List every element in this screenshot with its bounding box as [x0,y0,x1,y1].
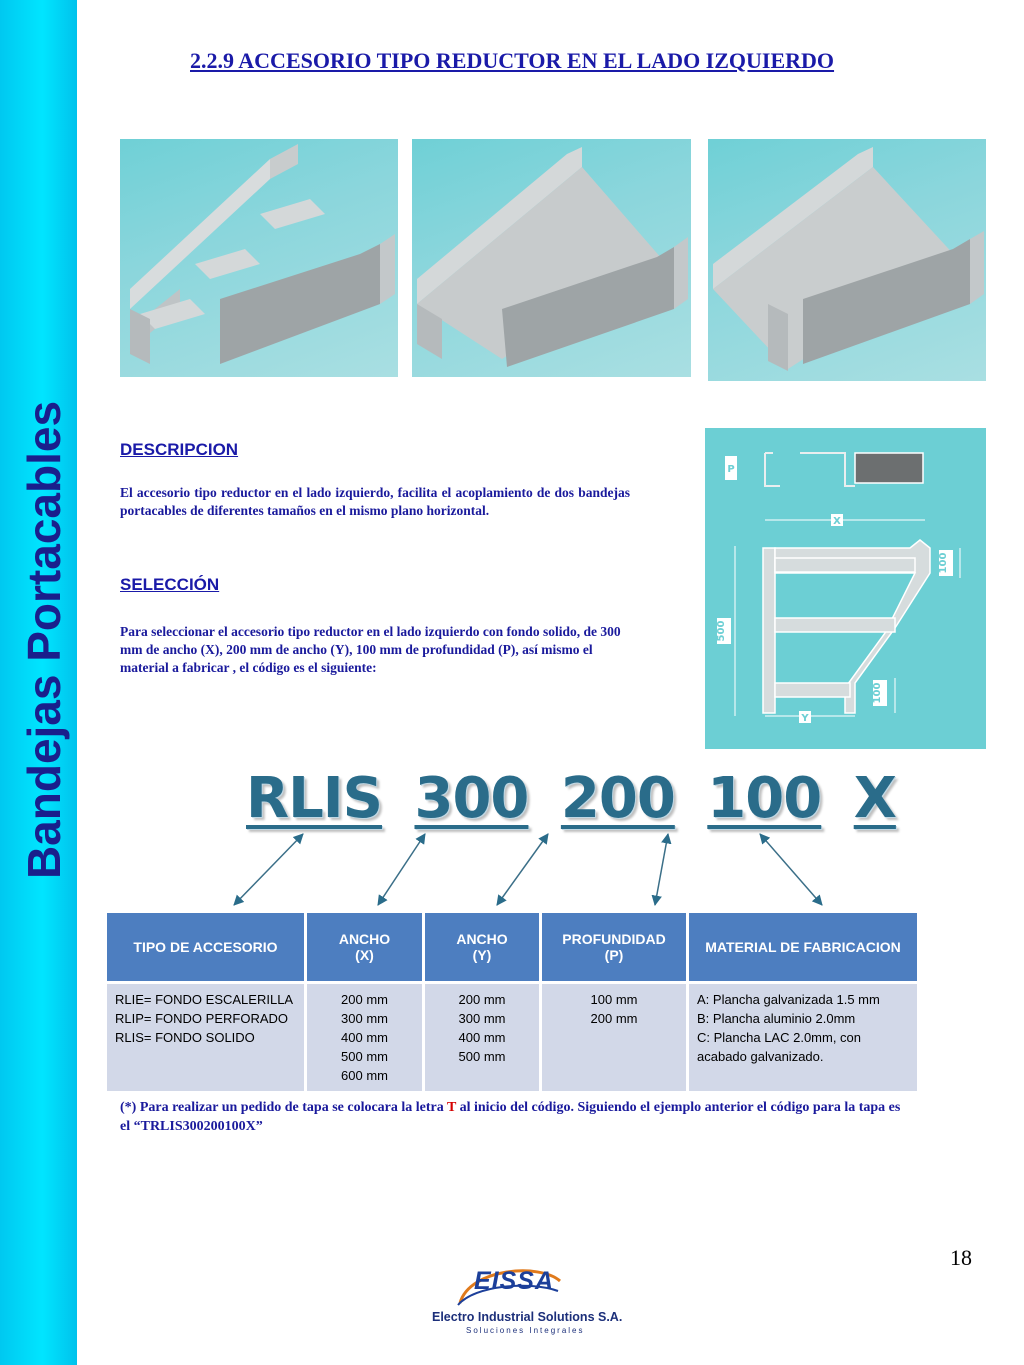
eissa-logo [430,1263,623,1341]
header-ancho-x: ANCHO (X) [307,913,422,981]
code-part-profundidad: 100 [707,766,822,831]
note-letter: T [447,1100,457,1115]
label-100-bottom: 100 [872,682,883,704]
code-part-tipo: RLIS [246,766,382,831]
label-100-top: 100 [938,552,949,574]
label-500: 500 [716,620,727,642]
label-y: Y [801,713,809,724]
page-title: 2.2.9 ACCESORIO TIPO REDUCTOR EN EL LADO IZQUIERDO [190,48,835,73]
code-part-material: X [853,766,896,831]
photo-solid-reducer [708,139,986,381]
label-x: X [833,516,841,527]
photo-ladder-reducer [120,139,398,377]
dimension-diagram [705,428,986,749]
spec-table [104,910,920,1094]
label-p: P [727,464,735,475]
sidebar-title: Bandejas Portacables [18,400,70,880]
cell-profundidad: 100 mm 200 mm [542,984,686,1091]
arrow-material [760,834,822,905]
logo-company: Electro Industrial Solutions S.A. [432,1310,623,1324]
note-suffix: al inicio del código. Siguiendo el ejemplo anterior el código para la tapa es el “TRLIS300200100X” [120,1100,901,1134]
logo-word: EISSA [474,1267,555,1295]
seleccion-text: Para seleccionar el accesorio tipo reductor en el lado izquierdo con fondo solido, de 300 mm de ancho (X), 200 mm de ancho (Y), 100 mm de profundidad (P), así mismo el material a fabricar , el código es el siguiente: [120,624,621,675]
arrow-ancho-x [378,834,425,905]
table-header-row [107,913,917,981]
product-code [246,766,910,831]
arrow-ancho-y [497,834,548,905]
descripcion-heading: DESCRIPCION [120,440,239,459]
sidebar-band [0,0,77,1365]
note-prefix: (*) Para realizar un pedido de tapa se colocara la letra [120,1100,448,1115]
cell-ancho-y: 200 mm 300 mm 400 mm 500 mm [425,984,539,1091]
header-profundidad: PROFUNDIDAD (P) [542,913,686,981]
descripcion-text: El accesorio tipo reductor en el lado izquierdo, facilita el acoplamiento de dos bandejas portacables de diferentes tamaños en el mismo plano horizontal. [120,485,630,518]
cell-ancho-x: 200 mm 300 mm 400 mm 500 mm 600 mm [307,984,422,1091]
arrow-profundidad [655,834,668,905]
cell-material: A: Plancha galvanizada 1.5 mm B: Plancha aluminio 2.0mm C: Plancha LAC 2.0mm, con acabado galvanizado. [689,984,917,1091]
page-number: 18 [950,1245,972,1270]
tapa-note [120,1098,910,1136]
table-row [107,984,917,1091]
cell-tipo: RLIE= FONDO ESCALERILLA RLIP= FONDO PERFORADO RLIS= FONDO SOLIDO [107,984,304,1091]
code-part-ancho-x: 300 [414,766,529,831]
header-tipo: TIPO DE ACCESORIO [107,913,304,981]
header-material: MATERIAL DE FABRICACION [689,913,917,981]
seleccion-heading: SELECCIÓN [120,575,220,594]
code-part-ancho-y: 200 [560,766,675,831]
photo-perforated-reducer [412,139,691,377]
header-ancho-y: ANCHO (Y) [425,913,539,981]
logo-tagline: Soluciones Integrales [466,1326,585,1335]
arrow-tipo [234,834,303,905]
